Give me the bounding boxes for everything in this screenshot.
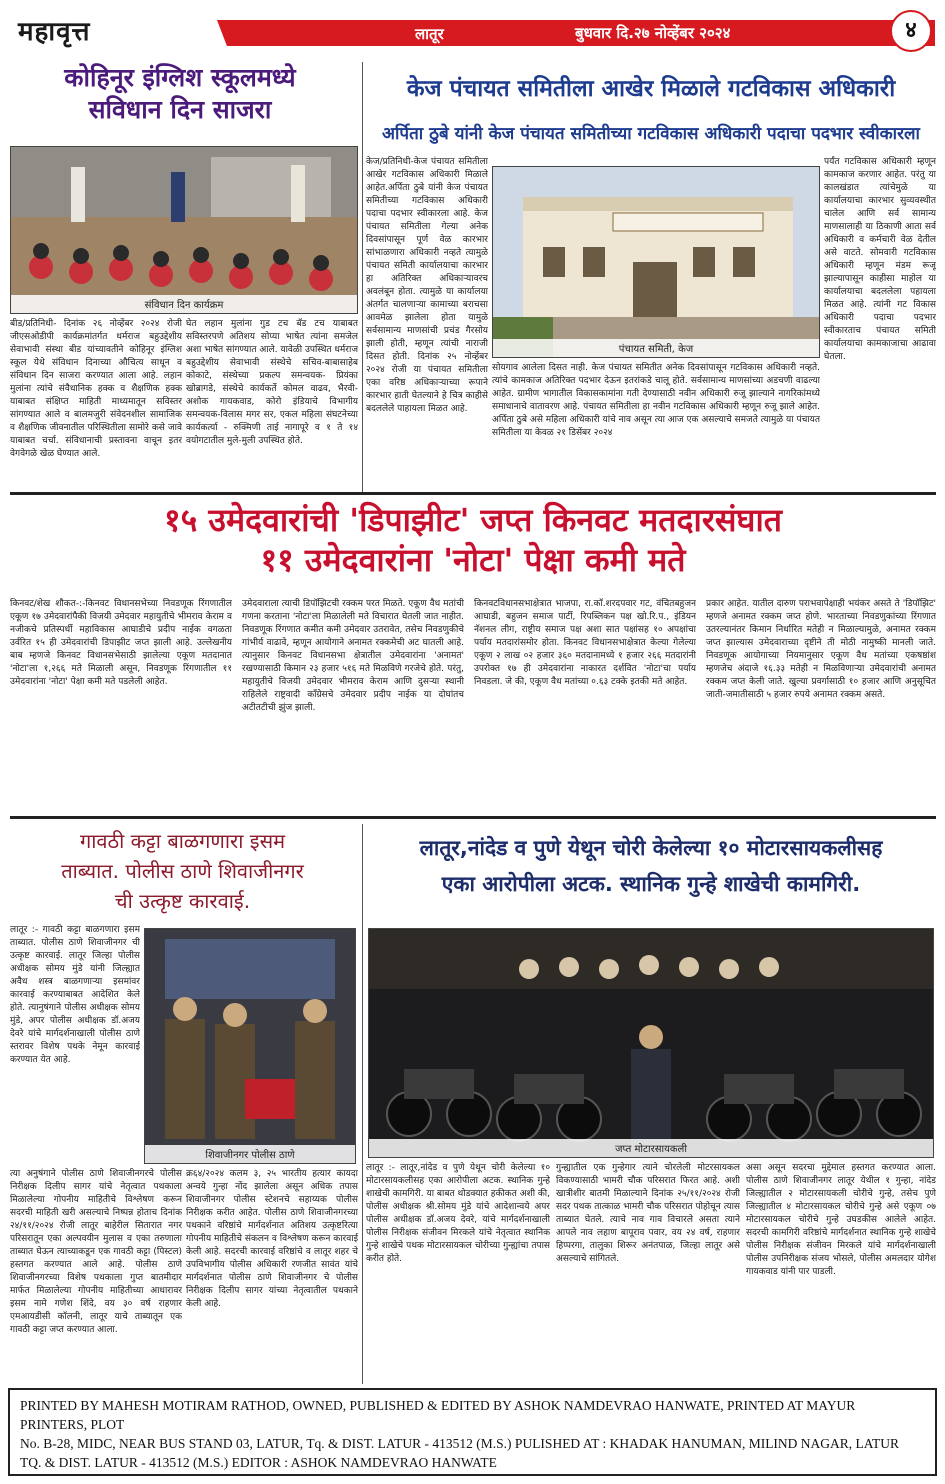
bikes-body-col2: गुन्ह्यातील एक गुन्हेगार त्याने चोरलेली मोटरसायकल विकण्यासाठी भामरी चौक परिसरात फिरत आहे. अशी खात्रीशीर बातमी मिळाल्याने दिनांक २५/११/२०२४ रोजी सदर पथक तात्काळ भामरी चौक परिसरात पोहोचून त्यास ताब्यात घेतले. त्याचे नाव गाव विचारले असता त्याने आपले नाव लहाण बापूराव पवार, वय २४ वर्ष, राहणार हिप्परगा, तालुका शिरूर अनंतपाळ, जिल्हा लातूर असे असल्याचे सांगितले. [556, 1163, 740, 1264]
kej-body-col1: केज/प्रतिनिधी-केज पंचायत समितीला आखेर गटविकास अधिकारी मिळाले आहेत.अर्पिता ठुबे यांनी केज पंचायत समितीच्या गटविकास अधिकारी पदाचा पदभार स्वीकारला आहे. केज पंचायत समितीला गेल्या अनेक दिवसांपासून पूर्ण वेळ कारभार सांभाळणारा अधिकारी नव्हते त्यामुळे पंचायत समिती कार्यालयाचा कारभार हा अतिरिक्त अधिकाऱ्यावरच अवलंबून होता. त्यामुळे या कार्यालया अंतर्गत चालणाऱ्या कामाच्या बराचसा आवमेळ झालेला होता यामुळे सर्वसामान्य माणसांची प्रचंड गैरसोय झाली होती, म्हणून त्यांची नाराजी दिसत होती. दिनांक २५ नोव्हेंबर २०२४ रोजी या पंचायत समितीला एका वरिष्ठ अधिकाऱ्याच्या रूपाने कारभार हाती घेतल्याने हे चित्र काहीसे बदललेले पाहायला मिळत आहे. [366, 157, 488, 414]
panchayat-building-photo-icon [493, 167, 820, 358]
kinwat-body-col1: किनवट/शेख शौकत-:-किनवट विधानसभेच्या निवडणूक रिंगणातील एकूण १७ उमेदवारांपैकी विजयी उमेदवार महायुतीचे भीमराव केराम व नजीकचे प्रतिस्पर्धी महाविकास आघाडीचे प्रदीप नाईक वगळता उर्वरित १५ ही उमेदवारांची डिपाझीट जप्त झाली आहे. उल्लेखनीय बाब म्हणजे किनवट विधानसभेसाठी झालेल्या एकूण मतदानात 'नोटा'ला १,२६६ मते मिळाली असून, निवडणूक रिंगणातील ११ उमेदवारांना 'नोटा' पेक्षा कमी मते पडलेली आहेत. [10, 599, 232, 687]
kinwat-body-col3: किनवटविधानसभाक्षेत्रात भाजपा, रा.कॉ.शरदपवार गट, वंचितबहुजन आघाडी, बहुजन समाज पार्टी, रिपब्लिकन पक्ष खो.रि.प., इंडियन नॅशनल लीग, राष्ट्रीय समाज पक्ष अशा सात पक्षांसह १० अपक्षांचा पर्याय मतदारांसमोर होता. किनवट विधानसभाक्षेत्रात केल्या गेलेल्या एकूण २ लाख ०२ हजार ३६० मतदानामध्ये १ हजार २६६ मतदारांनी उपरोक्त १७ ही उमेदवारांना नाकारत दर्शवित 'नोटा'चा पर्याय निवडला. जे की, एकूण वैध मतांच्या ०.६३ टक्के इतकी मते आहेत. [474, 599, 696, 687]
section-divider [10, 492, 936, 495]
gavthi-headline-line3: ची उत्कृष्ट कारवाई. [114, 889, 251, 913]
kinwat-headline-line1: १५ उमेदवारांची 'डिपाझीट' जप्त किनवट मतदारसंघात [164, 501, 782, 539]
kohinoor-headline [10, 62, 350, 126]
bikes-headline-line1: लातूर,नांदेड व पुणे येथून चोरी केलेल्या १० मोटारसायकलीसह [419, 836, 883, 860]
kohinoor-headline-line2: सविधान दिन साजरा [88, 95, 272, 124]
page-number: ४ [890, 10, 932, 52]
column-divider [362, 824, 363, 1384]
imprint-line3: TQ. & DIST. LATUR - 413512 (M.S.) EDITOR : ASHOK NAMDEVRAO HANWATE [20, 1455, 497, 1470]
bikes-headline [366, 830, 936, 902]
kinwat-body-col4: प्रकार आहेत. यातील दारुण पराभवापेक्षाही भयंकर असते ते 'डिपॉझिट' म्हणजे अनामत रक्कम जप्त होणे. भारताच्या निवडणुकांच्या रिंगणात उतरल्यानंतर किमान निर्धारित मतेही न मिळाल्यामुळे, अनामत रक्कम जप्त झाल्यास उमेदवाराच्या दृष्टीने ती मोठी नामुष्की मानली जाते. निवडणूक आयोगाच्या नियमानुसार एकूण वैध मतांच्या एकषष्ठांश म्हणजेच अंदाजे १६.३३ मतेही न मिळविणाऱ्या उमेदवारांची अनामत रक्कम जप्त केली जाते. खुल्या प्रवर्गासाठी १० हजार आणि अनुसूचित जाती-जमातीसाठी ५ हजार रुपये अनामत रक्कम असते. [706, 599, 936, 700]
gavthi-headline-line1: गावठी कट्टा बाळगणारा इसम [79, 829, 286, 853]
gavthi-body-intro: लातूर :- गावठी कट्टा बाळगणारा इसम ताब्यात. पोलीस ठाणे शिवाजीनगर ची उत्कृष्ट कारवाई. लातूर जिल्हा पोलीस अधीक्षक सोमय मुंडे यांनी जिल्ह्यात अवैध शस्त्र बाळगणाऱ्या इसमांवर कारवाई करण्याबाबत आदेशित केले होते. त्यानुषंगाने पोलीस अधीक्षक सोमय मुंडे, अपर पोलीस अधीक्षक डॉ.अजय देवरे यांचे मार्गदर्शनाखाली पोलीस ठाणे स्तरावर विशेष पथके नेमून कारवाई करण्यात येत आहे. [10, 925, 140, 1065]
gavthi-photo-caption: शिवाजीनगर पोलीस ठाणे [145, 1145, 355, 1163]
gavthi-photo [144, 928, 356, 1164]
kohinoor-photo-caption: संविधान दिन कार्यक्रम [11, 295, 357, 313]
police-station-photo-icon [145, 929, 356, 1164]
seized-motorcycles-photo-icon [369, 929, 934, 1158]
kej-photo [492, 166, 820, 358]
column-divider [362, 62, 363, 492]
kinwat-headline-line2: ११ उमेदवारांना 'नोटा' पेक्षा कमी मते [260, 541, 686, 579]
kohinoor-body-col1: बीड/प्रतिनिधी- दिनांक २६ नोव्हेंबर २०२४ रोजी जीएसओडीपी कार्यक्रमांतर्गत धर्मराज बहुउद्देशीय सेवाभावी संस्था बीड यांच्यावतीने कोहिनूर इंग्लिश स्कूल येथे संविधान दिनाच्या औचित्य साधून व संविधान दिन साजरा करण्यात आला आहे. लहान मुलांना त्यांचे संवैधानिक हक्क व शैक्षणिक हक्क याबाबत संक्षिप्त माहिती माध्यमातून सविस्तर सांगण्यात आले व बालमजुरी संवेदनशील सामाजिक व शैक्षणिक जीवनातील परिस्थितीला सामोरे कसे जावे याबाबत चर्चा. संविधानाची प्रस्तावना वाचून इतर वेगवेगळे खेळ घेण्यात आले. [10, 319, 182, 459]
kohinoor-photo [10, 146, 358, 314]
bikes-photo-caption: जप्त मोटारसायकली [369, 1139, 933, 1157]
bikes-body-col1: लातूर :- लातूर,नांदेड व पुणे येथून चोरी केलेल्या १० मोटारसायकलीसह एका आरोपीला अटक. स्थानिक गुन्हे शाखेची कामगिरी. या बाबत थोडक्यात हकीकत अशी की, पोलीस अधीक्षक श्री.सोमय मुंडे यांचे आदेशान्वये अपर पोलीस अधीक्षक डॉ.अजय देवरे, यांचे मार्गदर्शनाखाली पोलीस निरीक्षक संजीवन मिरकले यांचे नेतृत्वात स्थानिक गुन्हे शाखेचे पथक मोटारसायकल चोरीच्या गुन्ह्यांचा तपास करीत होते. [366, 1163, 550, 1264]
bikes-headline-line2: एका आरोपीला अटक. स्थानिक गुन्हे शाखेची कामगिरी. [441, 872, 861, 896]
kinwat-body-col2: उमेदवाराला त्याची डिपॉझिटची रक्कम परत मिळते. एकूण वैध मतांची गणना करताना 'नोटा'ला मिळालेली मते विचारात घेतली जात नाहीत. निवडणूक रिंगणात कमीत कमी उमेदवार उतरावेत, तसेच निवडणुकीचे गांभीर्य वाढावे, म्हणून आयोगाने अनामत रक्कमेची अट घातली आहे. त्यानुसार किनवट विधानसभा क्षेत्रातील उमेदवारांना 'अनामत' रखण्यासाठी किमान २३ हजार ५१६ मते मिळविणे गरजेचे होते. परंतु, महायुतीचे विजयी उमेदवार भीमराव केराम आणि दुसऱ्या स्थानी राहिलेले राष्ट्रवादी काँग्रेसचे उमेदवार प्रदीप नाईक या दोघांतच अटीतटीची झुंज झाली. [242, 599, 464, 713]
school-event-photo-icon [11, 147, 358, 314]
kej-body-col3: पर्यंत गटविकास अधिकारी म्हणून कामकाज करणार आहेत. परंतु या कालखंडात त्यांचेमुळे या कार्यालयाचा कारभार सुव्यवस्थीत चालेल आणि सर्व सामान्य माणसालाही या ठिकाणी आता सर्व अधिकारी व कर्मचारी वेळ देतील असे वाटते. सोमवारी गटविकास अधिकारी म्हणून मंडम रूजू झाल्यापासून काहीसा माहोल या कार्यालयाचा बदललेला पहायला मिळत आहे. त्यांनी गट विकास अधिकारी पदाचा पदभार स्वीकारताच पंचायत समिती कार्यालयाचा कामकाजाचा आढावा घेतला. [824, 157, 936, 362]
imprint-line2: No. B-28, MIDC, NEAR BUS STAND 03, LATUR, Tq. & DIST. LATUR - 413512 (M.S.) PULISHED AT : KHADAK HANUMAN, MILIND NAGAR, LATUR [20, 1436, 900, 1451]
gavthi-body-col2: क्र६४/२०२४ कलम ३, २५ भारतीय हत्यार कायदा अन्वये गुन्हा नोंद झालेला असून अधिक तपास शिवाजीनगर पोलीस स्टेशनचे सहाय्यक पोलीस निरीक्षक करीत आहेत. पोलीस ठाणे शिवाजीनगरच्या पथकाने वरिष्ठांचे मार्गदर्शनात अतिशय उत्कृष्टरित्या गोपनीय माहितीचे संकलन व विश्लेषण करून कारवाई केली आहे. सदरची कारवाई वरिष्ठांचे व लातूर शहर चे उपविभागीय पोलीस अधिकारी रणजीत सावंत यांचे मार्गदर्शनात पोलीस ठाणे शिवाजीनगर चे पोलीस निरीक्षक दिलीप सागर यांच्या नेतृत्वातील पथकाने केली आहे. [186, 1169, 358, 1309]
kej-photo-caption: पंचायत समिती, केज [493, 339, 819, 357]
gavthi-headline-line2: ताब्यात. पोलीस ठाणे शिवाजीनगर [61, 859, 304, 883]
kohinoor-headline-line1: कोहिनूर इंग्लिश स्कूलमध्ये [64, 63, 296, 92]
masthead [10, 8, 935, 54]
newspaper-brand: महावृत्त [18, 17, 91, 47]
bikes-photo [368, 928, 934, 1158]
section-divider [10, 816, 936, 819]
kinwat-headline [10, 500, 936, 580]
kej-body-col2: सोयगाव आलेला दिसत नाही. केज पंचायत समितीत अनेक दिवसांपासून गटविकास अधिकारी नव्हते. त्यांचे कामकाज अतिरिक्त पदभार देऊन इतरांकडे चालू होते. सर्वसामान्य माणसांच्या अडचणी वाढल्या आहेत. ग्रामीण भागातील विकासकामांना गती देण्यासाठी नवीन अधिकारी रुजू झाल्याने नागरिकांमध्ये समाधानाचे वातावरण आहे. पंचायत समितीला हा नवीन गटविकास अधिकारी म्हणून रुजू झाले आहेत. अर्पिता ठुबे असे महिला अधिकारी यांचे नाव असून त्या आज एक असल्याचे समजते त्यामुळे या पंचायत समितीला या केवळ २१ डिसेंबर २०२४ [492, 363, 820, 438]
kej-headline: केज पंचायत समितीला आखेर मिळाले गटविकास अधिकारी [406, 76, 896, 102]
kohinoor-body-col2: घेत लहान मुलांना गुड टच बॅड टच याबाबत सविस्तरपणे अतिशय सोप्या भाषेत त्यांना समजेल अशा भाषेत सांगण्यात आले. यावेळी उपस्थित धर्मराज बहुउद्देशीय सेवाभावी संस्थेचे सचिव-बाबासाहेब कोकाटे, संस्थेच्या प्रकल्प समन्वयक- प्रियंका खोब्रागडे, संस्थेचे कार्यकर्ते कोमल वाढव, भैरवी-अशोक गायकवाड, कोरो इंडियाचे विभागीय समन्वयक-विलास मगर सर, एकल महिला संघटनेच्या कार्यकर्त्या - रुक्मिणी ताई नागापूरे व १ ते १४ वयोगटातील मुले-मुली उपस्थित होते. [186, 319, 358, 446]
imprint-footer [8, 1388, 937, 1476]
edition-date: बुधवार दि.२७ नोव्हेंबर २०२४ [575, 24, 731, 42]
gavthi-body-col1: त्या अनुषंगाने पोलीस ठाणे शिवाजीनगरचे पोलीस निरीक्षक दिलीप सागर यांचे नेतृत्वात पथकाला मिळालेल्या गोपनीय माहितीचे विश्लेषण करून सदरची माहिती खरी असल्याचे निष्पन्न होताच दिनांक २४/११/२०२४ रोजी लातूर बाहेरील सितारात नगर परिसरातून एका अल्पवयीन मुलास व एका तरुणाला ताब्यात घेऊन त्याच्याकडून एक गावठी कट्टा (पिस्टल) हस्तगत करण्यात आले आहे. पोलीस ठाणे शिवाजीनगरच्या विशेष पथकाला गुप्त बातमीदार मार्फत मिळालेल्या गोपनीय माहितीच्या आधारावर इसम नामे गणेश शिंदे, वय ३० वर्ष राहणार एमआयडीसी कॉलनी, लातूर याचे ताब्यातून एक गावठी कट्टा जप्त करण्यात आला. [10, 1169, 182, 1335]
gavthi-headline [10, 826, 355, 916]
bikes-body-col3: असा असून सदरचा मुद्देमाल हस्तगत करण्यात आला. पोलीस ठाणे शिवाजीनगर लातूर येथील १ गुन्हा, नांदेड जिल्ह्यातील २ मोटारसायकली चोरीचे गुन्हे, तसेच पुणे जिल्ह्यातील ४ मोटारसायकल चोरीचे गुन्हे असे एकूण ०७ मोटारसायकल चोरीचे गुन्हे उघडकीस आलेले आहेत. सदरची कामगिरी वरिष्ठांचे मार्गदर्शनात स्थानिक गुन्हे शाखेचे पोलीस निरीक्षक संजीवन मिरकले यांचे मार्गदर्शनाखाली पोलीस उपनिरीक्षक संजय भोसले, पोलीस अमलदार योगेश गायकवाड यांनी पार पाडली. [746, 1163, 936, 1277]
imprint-line1: PRINTED BY MAHESH MOTIRAM RATHOD, OWNED, PUBLISHED & EDITED BY ASHOK NAMDEVRAO HANWATE, PRINTED AT MAYUR PRINTERS, PLOT [20, 1398, 856, 1432]
edition-city: लातूर [415, 25, 444, 43]
kej-subheadline: अर्पिता ठुबे यांनी केज पंचायत समितीच्या गटविकास अधिकारी पदाचा पदभार स्वीकारला [382, 124, 920, 144]
